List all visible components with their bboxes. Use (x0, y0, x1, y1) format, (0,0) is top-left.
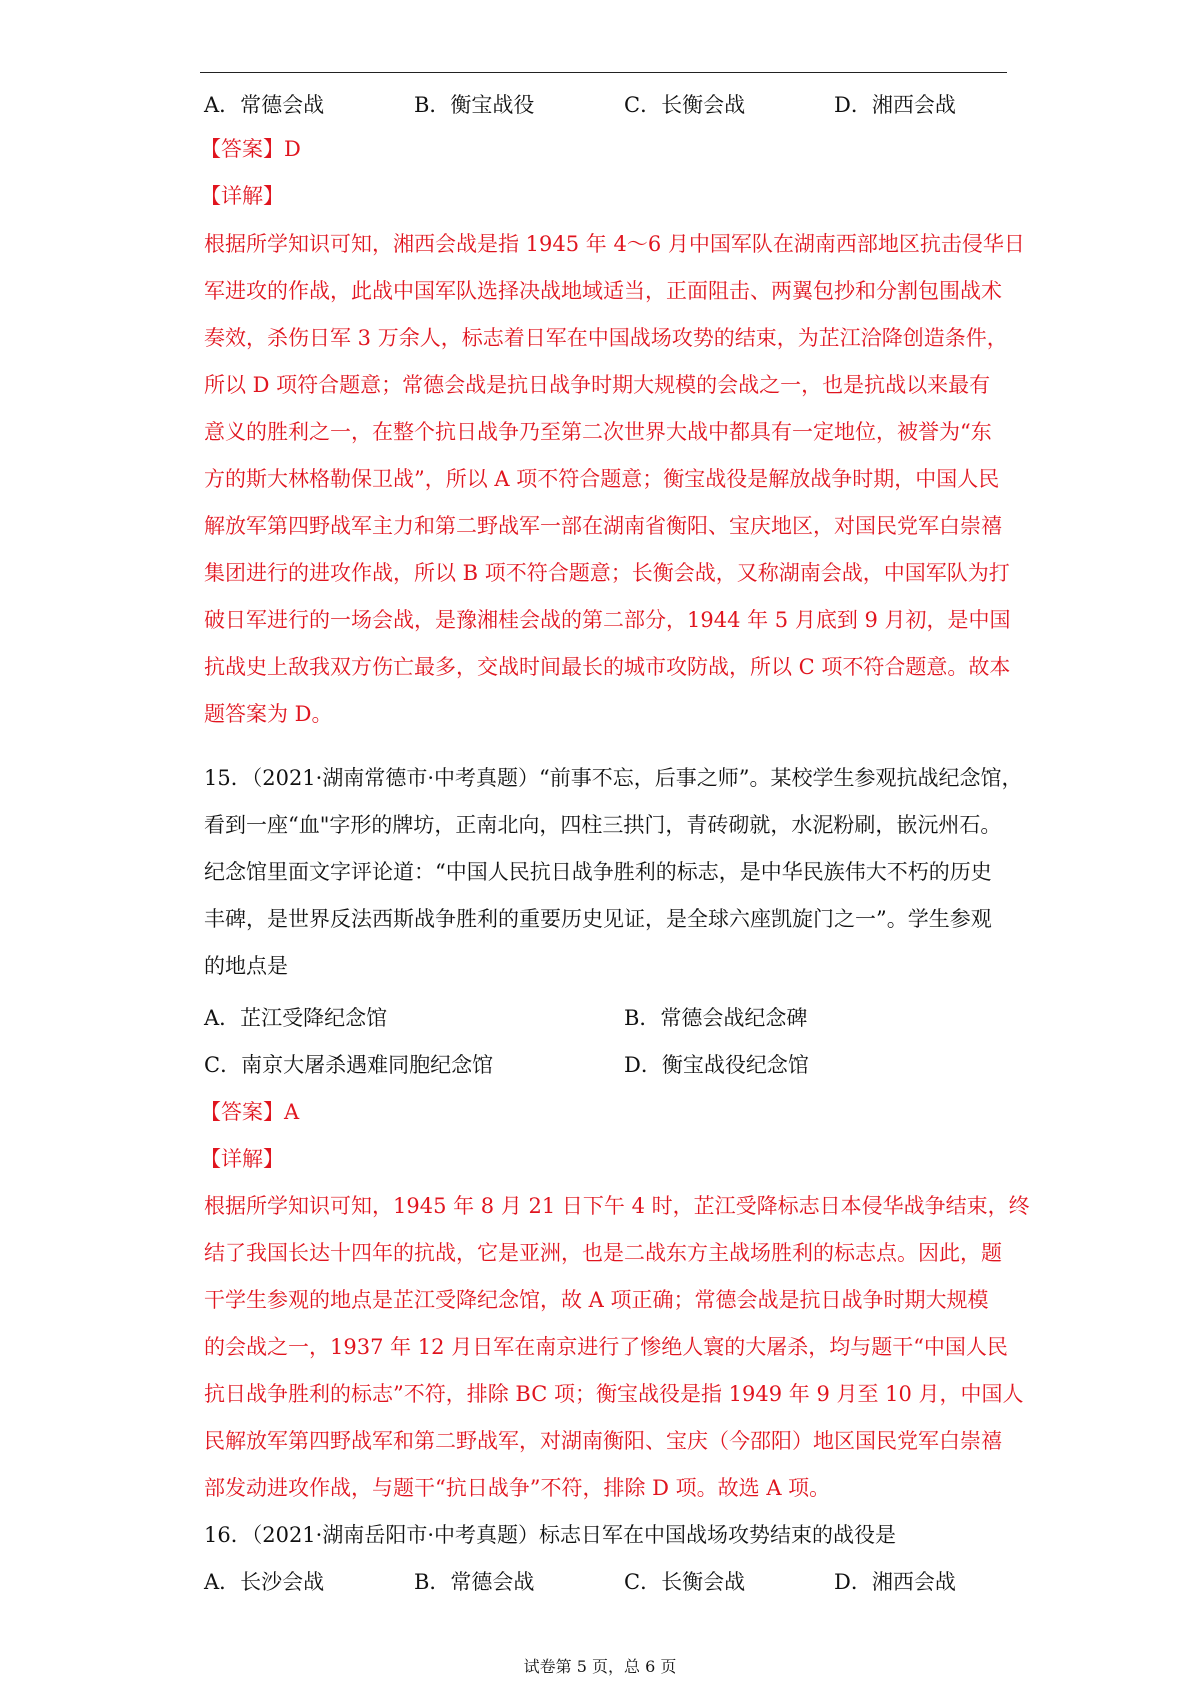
q14-option-b: B．衡宝战役 (414, 93, 535, 117)
q15-answer (200, 1099, 299, 1125)
explanation-line: 所以 D 项符合题意；常德会战是抗日战争时期大规模的会战之一，也是抗战以来最有 (204, 373, 991, 397)
stem-line: 的地点是 (204, 954, 288, 978)
answer-label: 【答案】 (200, 137, 284, 161)
q15-stem (204, 765, 1023, 1000)
q16-option-c: C．长衡会战 (624, 1570, 746, 1594)
q15-detail-label: 【详解】 (200, 1147, 284, 1171)
q14-answer (200, 136, 301, 162)
explanation-line: 破日军进行的一场会战，是豫湘桂会战的第二部分，1944 年 5 月底到 9 月初，是中国 (204, 608, 1011, 632)
explanation-line: 民解放军第四野战军和第二野战军，对湖南衡阳、宝庆（今邵阳）地区国民党军白崇禧 (204, 1429, 1002, 1453)
explanation-line: 奏效，杀伤日军 3 万余人，标志着日军在中国战场攻势的结束，为芷江洽降创造条件， (204, 326, 1008, 350)
stem-line: 看到一座“血"字形的牌坊，正南北向，四柱三拱门，青砖砌就，水泥粉刷，嵌沅州石。 (204, 813, 1002, 837)
explanation-line: 方的斯大林格勒保卫战”，所以 A 项不符合题意；衡宝战役是解放战争时期，中国人民 (204, 467, 1000, 491)
q15-explanation (204, 1193, 1030, 1522)
explanation-line: 意义的胜利之一，在整个抗日战争乃至第二次世界大战中都具有一定地位，被誉为“东 (204, 420, 992, 444)
explanation-line: 根据所学知识可知，1945 年 8 月 21 日下午 4 时，芷江受降标志日本侵华战争结束，终 (204, 1194, 1030, 1218)
explanation-line: 解放军第四野战军主力和第二野战军一部在湖南省衡阳、宝庆地区，对国民党军白崇禧 (204, 514, 1002, 538)
q16-option-b: B．常德会战 (414, 1570, 535, 1594)
answer-label: 【答案】 (200, 1100, 284, 1124)
explanation-line: 抗日战争胜利的标志”不符，排除 BC 项；衡宝战役是指 1949 年 9 月至 10 月，中国人 (204, 1382, 1024, 1406)
stem-line: 丰碑，是世界反法西斯战争胜利的重要历史见证，是全球六座凯旋门之一”。学生参观 (204, 907, 992, 931)
answer-value: D (284, 137, 301, 161)
explanation-line: 干学生参观的地点是芷江受降纪念馆，故 A 项正确；常德会战是抗日战争时期大规模 (204, 1288, 989, 1312)
q14-option-c: C．长衡会战 (624, 93, 746, 117)
q16-option-a: A．长沙会战 (204, 1570, 325, 1594)
q14-detail-label: 【详解】 (200, 184, 284, 208)
q15-option-a: A．芷江受降纪念馆 (204, 1006, 388, 1030)
q16-stem: 16．（2021·湖南岳阳市·中考真题）标志日军在中国战场攻势结束的战役是 (204, 1523, 897, 1547)
page-footer: 试卷第 5 页，总 6 页 (523, 1657, 677, 1676)
explanation-line: 抗战史上敌我双方伤亡最多，交战时间最长的城市攻防战，所以 C 项不符合题意。故本 (204, 655, 1011, 679)
explanation-line: 的会战之一，1937 年 12 月日军在南京进行了惨绝人寰的大屠杀，均与题干“中国人民 (204, 1335, 1008, 1359)
stem-line: 纪念馆里面文字评论道：“中国人民抗日战争胜利的标志，是中华民族伟大不朽的历史 (204, 860, 992, 884)
stem-line: 15．（2021·湖南常德市·中考真题）“前事不忘，后事之师”。某校学生参观抗战纪念馆， (204, 766, 1023, 790)
q15-option-c: C．南京大屠杀遇难同胞纪念馆 (204, 1053, 494, 1077)
explanation-line: 题答案为 D。 (204, 702, 333, 726)
answer-value: A (284, 1100, 300, 1124)
explanation-line: 军进攻的作战，此战中国军队选择决战地域适当，正面阻击、两翼包抄和分割包围战术 (204, 279, 1002, 303)
header-rule (200, 72, 1007, 73)
explanation-line: 结了我国长达十四年的抗战，它是亚洲，也是二战东方主战场胜利的标志点。因此，题 (204, 1241, 1002, 1265)
explanation-line: 部发动进攻作战，与题干“抗日战争”不符，排除 D 项。故选 A 项。 (204, 1476, 831, 1500)
q14-explanation (204, 231, 1025, 748)
explanation-line: 集团进行的进攻作战，所以 B 项不符合题意；长衡会战，又称湖南会战，中国军队为打 (204, 561, 1010, 585)
q16-option-d: D．湘西会战 (834, 1570, 956, 1594)
q15-option-b: B．常德会战纪念碑 (624, 1006, 808, 1030)
q14-option-d: D．湘西会战 (834, 93, 956, 117)
q15-option-d: D．衡宝战役纪念馆 (624, 1053, 809, 1077)
q14-option-a: A．常德会战 (204, 93, 325, 117)
explanation-line: 根据所学知识可知，湘西会战是指 1945 年 4～6 月中国军队在湖南西部地区抗击侵华日 (204, 232, 1025, 256)
